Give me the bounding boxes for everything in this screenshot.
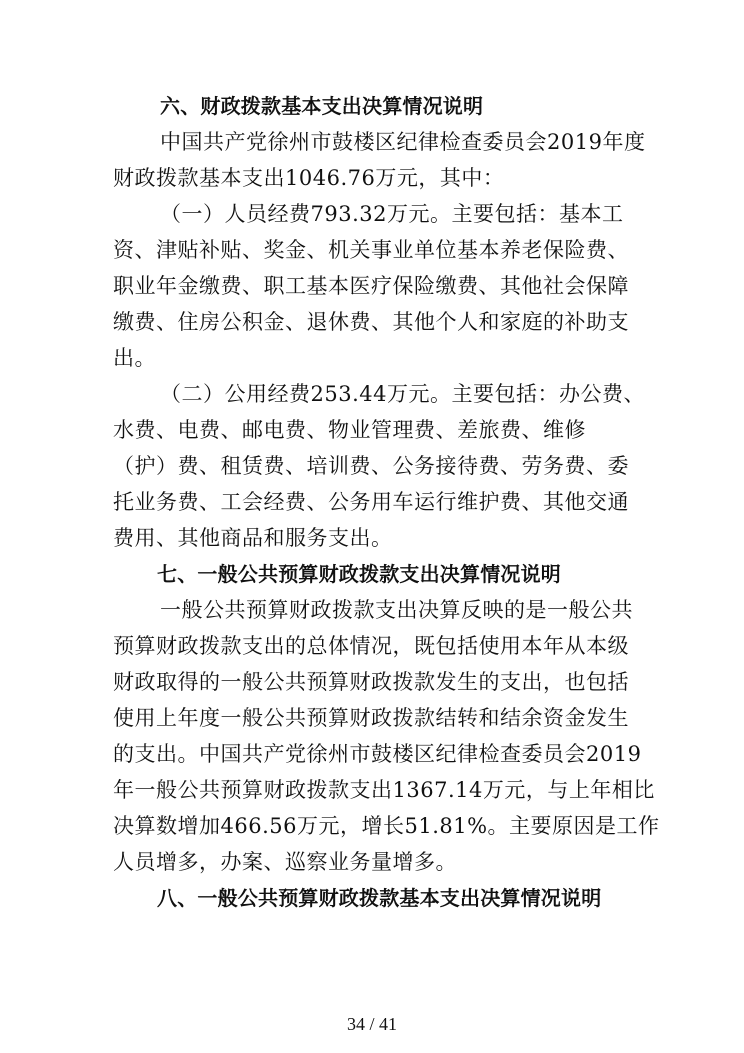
page-number: 34 / 41	[346, 1014, 397, 1034]
section-6-line-2: 财政拨款基本支出1046.76万元，其中：	[113, 166, 505, 190]
section-7-line-8: 人员增多，办案、巡察业务量增多。	[113, 850, 457, 874]
section-7-line-7: 决算数增加466.56万元，增长51.81%。主要原因是工作	[113, 814, 660, 838]
section-7-line-6: 年一般公共预算财政拨款支出1367.14万元，与上年相比	[113, 778, 655, 802]
section-7-line-3: 财政取得的一般公共预算财政拨款发生的支出，也包括	[113, 670, 629, 694]
section-6-line-8: （二）公用经费253.44万元。主要包括：办公费、	[160, 382, 645, 406]
section-6-line-10: （护）费、租赁费、培训费、公务接待费、劳务费、委	[113, 454, 629, 478]
section-6-line-7: 出。	[113, 346, 156, 370]
section-6-line-9: 水费、电费、邮电费、物业管理费、差旅费、维修	[113, 418, 586, 442]
section-6-line-3: （一）人员经费793.32万元。主要包括：基本工	[160, 202, 624, 226]
section-7-heading: 七、一般公共预算财政拨款支出决算情况说明	[157, 562, 561, 586]
section-7-line-5: 的支出。中国共产党徐州市鼓楼区纪律检查委员会2019	[113, 742, 642, 766]
section-6-line-5: 职业年金缴费、职工基本医疗保险缴费、其他社会保障	[113, 274, 629, 298]
section-6-line-1: 中国共产党徐州市鼓楼区纪律检查委员会2019年度	[160, 130, 646, 154]
section-6-line-12: 费用、其他商品和服务支出。	[113, 526, 393, 550]
section-6-heading: 六、财政拨款基本支出决算情况说明	[160, 94, 484, 118]
section-8-heading: 八、一般公共预算财政拨款基本支出决算情况说明	[157, 886, 602, 910]
section-7-line-1: 一般公共预算财政拨款支出决算反映的是一般公共	[160, 598, 633, 622]
section-6-line-6: 缴费、住房公积金、退休费、其他个人和家庭的补助支	[113, 310, 629, 334]
section-7-line-2: 预算财政拨款支出的总体情况，既包括使用本年从本级	[113, 634, 629, 658]
section-6-line-11: 托业务费、工会经费、公务用车运行维护费、其他交通	[113, 490, 629, 514]
section-6-line-4: 资、津贴补贴、奖金、机关事业单位基本养老保险费、	[113, 238, 629, 262]
section-7-line-4: 使用上年度一般公共预算财政拨款结转和结余资金发生	[113, 706, 629, 730]
